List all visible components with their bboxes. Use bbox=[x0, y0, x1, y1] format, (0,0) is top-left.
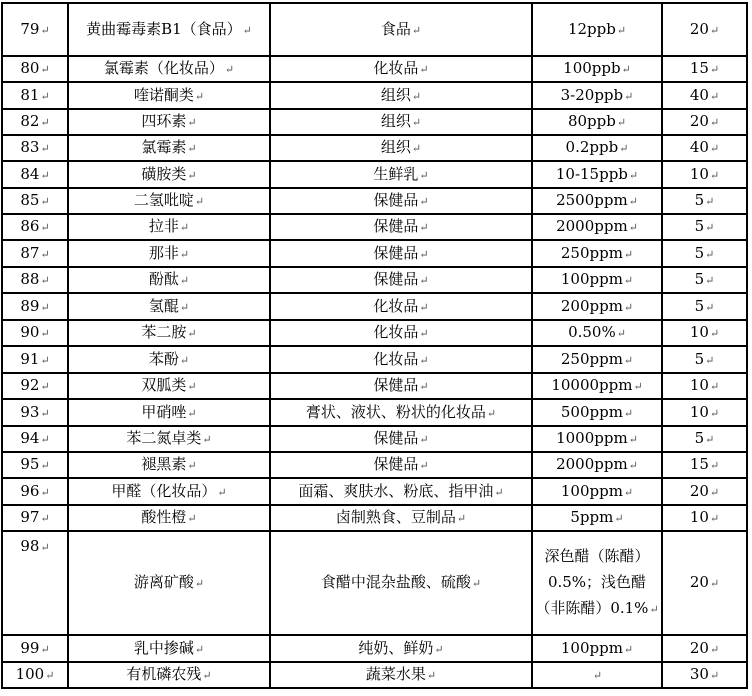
sample-type-cell: 生鲜乳↵ bbox=[270, 161, 532, 188]
test-items-table bbox=[1, 2, 748, 689]
row-number-cell: 100↵ bbox=[2, 662, 68, 688]
sample-type-cell: 保健品↵ bbox=[270, 214, 532, 240]
sample-type-cell: 组织↵ bbox=[270, 109, 532, 135]
item-name-cell: 氢醌↵ bbox=[68, 293, 270, 320]
table-row bbox=[2, 478, 747, 505]
table-row bbox=[2, 240, 747, 267]
count-cell: 5↵ bbox=[662, 214, 747, 240]
count-cell: 20↵ bbox=[662, 531, 747, 635]
count-cell: 40↵ bbox=[662, 135, 747, 161]
count-cell: 30↵ bbox=[662, 662, 747, 688]
count-cell: 5↵ bbox=[662, 426, 747, 452]
detection-limit-cell: 2500ppm↵ bbox=[532, 188, 662, 214]
sample-type-cell: 化妆品↵ bbox=[270, 293, 532, 320]
table-row bbox=[2, 505, 747, 531]
sample-type-cell: 化妆品↵ bbox=[270, 320, 532, 346]
sample-type-cell: 保健品↵ bbox=[270, 373, 532, 399]
table-row bbox=[2, 188, 747, 214]
count-cell: 15↵ bbox=[662, 56, 747, 82]
detection-limit-cell: 10-15ppb↵ bbox=[532, 161, 662, 188]
item-name-cell: 游离矿酸↵ bbox=[68, 531, 270, 635]
row-number-cell: 95↵ bbox=[2, 452, 68, 478]
item-name-cell: 酸性橙↵ bbox=[68, 505, 270, 531]
row-number-cell: 80↵ bbox=[2, 56, 68, 82]
item-name-cell: 褪黑素↵ bbox=[68, 452, 270, 478]
table-row bbox=[2, 293, 747, 320]
item-name-cell: 二氢吡啶↵ bbox=[68, 188, 270, 214]
item-name-cell: 拉非↵ bbox=[68, 214, 270, 240]
sample-type-cell: 卤制熟食、豆制品↵ bbox=[270, 505, 532, 531]
row-number-cell: 85↵ bbox=[2, 188, 68, 214]
item-name-cell: 磺胺类↵ bbox=[68, 161, 270, 188]
table-row bbox=[2, 531, 747, 635]
row-number-cell: 92↵ bbox=[2, 373, 68, 399]
sample-type-cell: 保健品↵ bbox=[270, 426, 532, 452]
table-row bbox=[2, 346, 747, 373]
count-cell: 15↵ bbox=[662, 452, 747, 478]
detection-limit-cell: 5ppm↵ bbox=[532, 505, 662, 531]
row-number-cell: 82↵ bbox=[2, 109, 68, 135]
count-cell: 10↵ bbox=[662, 505, 747, 531]
table-row bbox=[2, 635, 747, 662]
row-number-cell: 79↵ bbox=[2, 3, 68, 56]
detection-limit-cell: 10000ppm↵ bbox=[532, 373, 662, 399]
detection-limit-cell: 500ppm↵ bbox=[532, 399, 662, 426]
row-number-cell: 86↵ bbox=[2, 214, 68, 240]
table-row bbox=[2, 109, 747, 135]
count-cell: 10↵ bbox=[662, 161, 747, 188]
table-row bbox=[2, 82, 747, 109]
detection-limit-cell: 深色醋（陈醋）0.5%；浅色醋（非陈醋）0.1%↵ bbox=[532, 531, 662, 635]
item-name-cell: 那非↵ bbox=[68, 240, 270, 267]
count-cell: 20↵ bbox=[662, 635, 747, 662]
detection-limit-cell: 1000ppm↵ bbox=[532, 426, 662, 452]
item-name-cell: 苯二胺↵ bbox=[68, 320, 270, 346]
detection-limit-cell: 100ppm↵ bbox=[532, 635, 662, 662]
detection-limit-cell: 80ppb↵ bbox=[532, 109, 662, 135]
item-name-cell: 四环素↵ bbox=[68, 109, 270, 135]
item-name-cell: 甲醛（化妆品）↵ bbox=[68, 478, 270, 505]
sample-type-cell: 保健品↵ bbox=[270, 452, 532, 478]
table-row bbox=[2, 135, 747, 161]
sample-type-cell: 膏状、液状、粉状的化妆品↵ bbox=[270, 399, 532, 426]
row-number-cell: 94↵ bbox=[2, 426, 68, 452]
detection-limit-cell: 0.2ppb↵ bbox=[532, 135, 662, 161]
count-cell: 10↵ bbox=[662, 373, 747, 399]
row-number-cell: 81↵ bbox=[2, 82, 68, 109]
count-cell: 5↵ bbox=[662, 188, 747, 214]
sample-type-cell: 蔬菜水果↵ bbox=[270, 662, 532, 688]
item-name-cell: 有机磷农残↵ bbox=[68, 662, 270, 688]
row-number-cell: 98↵ bbox=[2, 531, 68, 635]
count-cell: 5↵ bbox=[662, 240, 747, 267]
detection-limit-cell: 3-20ppb↵ bbox=[532, 82, 662, 109]
detection-limit-cell: 0.50%↵ bbox=[532, 320, 662, 346]
count-cell: 5↵ bbox=[662, 267, 747, 293]
row-number-cell: 83↵ bbox=[2, 135, 68, 161]
sample-type-cell: 化妆品↵ bbox=[270, 346, 532, 373]
row-number-cell: 97↵ bbox=[2, 505, 68, 531]
sample-type-cell: 纯奶、鲜奶↵ bbox=[270, 635, 532, 662]
row-number-cell: 84↵ bbox=[2, 161, 68, 188]
sample-type-cell: 保健品↵ bbox=[270, 188, 532, 214]
row-number-cell: 91↵ bbox=[2, 346, 68, 373]
row-number-cell: 99↵ bbox=[2, 635, 68, 662]
count-cell: 20↵ bbox=[662, 3, 747, 56]
detection-limit-cell: 200ppm↵ bbox=[532, 293, 662, 320]
table-row bbox=[2, 267, 747, 293]
table-row bbox=[2, 320, 747, 346]
item-name-cell: 氯霉素（化妆品）↵ bbox=[68, 56, 270, 82]
item-name-cell: 乳中掺碱↵ bbox=[68, 635, 270, 662]
detection-limit-cell: 250ppm↵ bbox=[532, 346, 662, 373]
item-name-cell: 苯酚↵ bbox=[68, 346, 270, 373]
sample-type-cell: 化妆品↵ bbox=[270, 56, 532, 82]
sample-type-cell: 组织↵ bbox=[270, 82, 532, 109]
table-row bbox=[2, 426, 747, 452]
table-row bbox=[2, 161, 747, 188]
table-row bbox=[2, 56, 747, 82]
row-number-cell: 96↵ bbox=[2, 478, 68, 505]
table-row bbox=[2, 452, 747, 478]
row-number-cell: 87↵ bbox=[2, 240, 68, 267]
item-name-cell: 黄曲霉毒素B1（食品）↵ bbox=[68, 3, 270, 56]
row-number-cell: 88↵ bbox=[2, 267, 68, 293]
item-name-cell: 酚酞↵ bbox=[68, 267, 270, 293]
count-cell: 10↵ bbox=[662, 320, 747, 346]
sample-type-cell: 面霜、爽肤水、粉底、指甲油↵ bbox=[270, 478, 532, 505]
detection-limit-cell: 12ppb↵ bbox=[532, 3, 662, 56]
sample-type-cell: 组织↵ bbox=[270, 135, 532, 161]
detection-limit-cell: 250ppm↵ bbox=[532, 240, 662, 267]
detection-limit-cell: 100ppm↵ bbox=[532, 478, 662, 505]
item-name-cell: 氯霉素↵ bbox=[68, 135, 270, 161]
sample-type-cell: 食品↵ bbox=[270, 3, 532, 56]
item-name-cell: 甲硝唑↵ bbox=[68, 399, 270, 426]
detection-limit-cell: 100ppm↵ bbox=[532, 267, 662, 293]
row-number-cell: 89↵ bbox=[2, 293, 68, 320]
detection-limit-cell: ↵ bbox=[532, 662, 662, 688]
detection-limit-cell: 100ppb↵ bbox=[532, 56, 662, 82]
table-row bbox=[2, 662, 747, 688]
count-cell: 10↵ bbox=[662, 399, 747, 426]
count-cell: 20↵ bbox=[662, 478, 747, 505]
table-row bbox=[2, 214, 747, 240]
count-cell: 5↵ bbox=[662, 293, 747, 320]
item-name-cell: 苯二氮卓类↵ bbox=[68, 426, 270, 452]
row-number-cell: 93↵ bbox=[2, 399, 68, 426]
sample-type-cell: 保健品↵ bbox=[270, 240, 532, 267]
count-cell: 20↵ bbox=[662, 109, 747, 135]
item-name-cell: 双胍类↵ bbox=[68, 373, 270, 399]
sample-type-cell: 保健品↵ bbox=[270, 267, 532, 293]
count-cell: 40↵ bbox=[662, 82, 747, 109]
table-row bbox=[2, 373, 747, 399]
detection-limit-cell: 2000ppm↵ bbox=[532, 452, 662, 478]
count-cell: 5↵ bbox=[662, 346, 747, 373]
detection-limit-cell: 2000ppm↵ bbox=[532, 214, 662, 240]
table-row bbox=[2, 399, 747, 426]
sample-type-cell: 食醋中混杂盐酸、硫酸↵ bbox=[270, 531, 532, 635]
table-row bbox=[2, 3, 747, 56]
row-number-cell: 90↵ bbox=[2, 320, 68, 346]
item-name-cell: 喹诺酮类↵ bbox=[68, 82, 270, 109]
